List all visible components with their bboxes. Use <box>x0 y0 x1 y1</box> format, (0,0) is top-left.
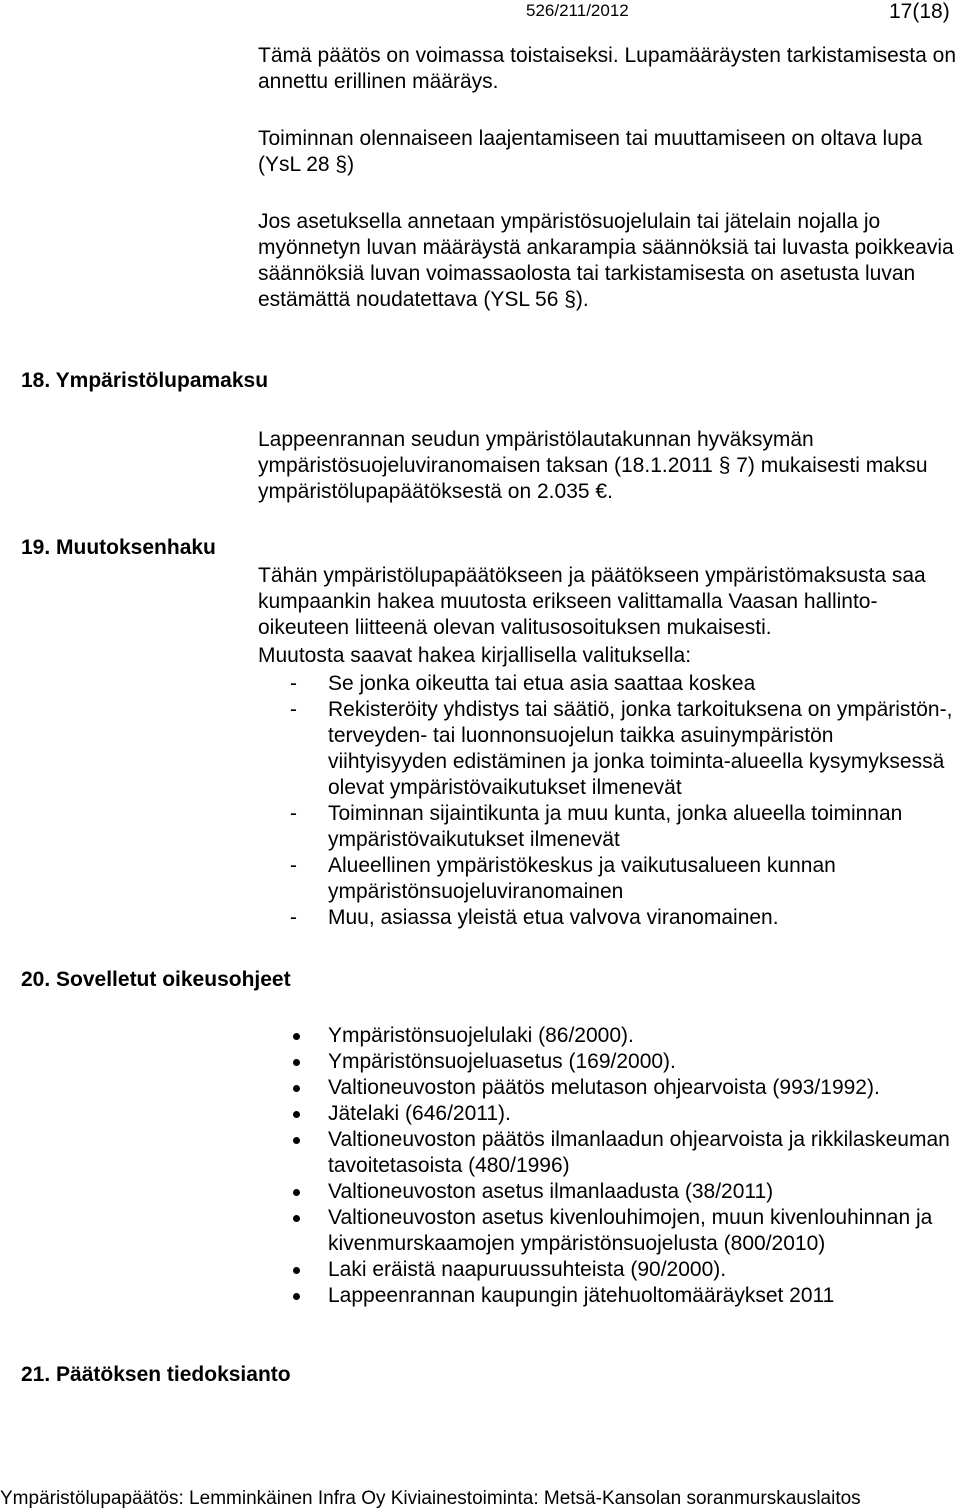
list-item: - Toiminnan sijaintikunta ja muu kunta, jonka alueella toiminnan ympäristövaikutukset ilmenevät <box>290 802 903 851</box>
list-item: - Muu, asiassa yleistä etua valvova viranomainen. <box>290 906 779 929</box>
bullet-icon <box>293 1267 300 1274</box>
section-19-heading: 19. Muutoksenhaku <box>21 536 216 559</box>
intro-paragraph-expansion: Toiminnan olennaiseen laajentamiseen tai muuttamiseen on oltava lupa (YsL 28 §) <box>258 127 923 176</box>
section-18-text: Lappeenrannan seudun ympäristölautakunnan hyväksymän ympäristösuojeluviranomaisen taksan (18.1.2011 § 7) mukaisesti maksu ympäristölupapäätöksestä on 2.035 €. <box>258 428 928 503</box>
page-footer: Ympäristölupapäätös: Lemminkäinen Infra Oy Kiviainestoiminta: Metsä-Kansolan soranmurskauslaitos <box>0 1488 861 1509</box>
bullet-icon <box>293 1085 300 1092</box>
list-item: Valtioneuvoston asetus ilmanlaadusta (38/2011) <box>258 1179 958 1205</box>
section-19-text: Tähän ympäristölupapäätökseen ja päätökseen ympäristömaksusta saa kumpaankin hakea muutosta erikseen valittamalla Vaasan hallinto-oikeuteen liitteenä olevan valitusosoituksen mukaisesti. <box>258 564 926 639</box>
appeal-parties-list <box>258 671 958 931</box>
bullet-icon <box>293 1033 300 1040</box>
document-number: 526/211/2012 <box>526 1 629 20</box>
section-19-text-2: Muutosta saavat hakea kirjallisella valituksella: <box>258 644 692 667</box>
list-item: Valtioneuvoston päätös ilmanlaadun ohjearvoista ja rikkilaskeuman tavoitetasoista (480/1996) <box>258 1127 958 1179</box>
page-number: 17(18) <box>889 0 950 23</box>
bullet-icon <box>293 1215 300 1222</box>
list-item: Valtioneuvoston päätös melutason ohjearvoista (993/1992). <box>258 1075 958 1101</box>
list-item: - Se jonka oikeutta tai etua asia saattaa koskea <box>290 672 756 695</box>
list-item: - Alueellinen ympäristökeskus ja vaikutusalueen kunnan ympäristönsuojeluviranomainen <box>290 854 836 903</box>
intro-paragraph-regulations: Jos asetuksella annetaan ympäristösuojelulain tai jätelain nojalla jo myönnetyn luvan määräystä ankarampia säännöksiä tai luvasta poikkeavia säännöksiä luvan voimassaolosta tai tarkistamisesta on asetusta luvan estämättä noudatettava (YSL 56 §). <box>258 210 954 311</box>
bullet-icon <box>293 1111 300 1118</box>
section-18-heading: 18. Ympäristölupamaksu <box>21 369 269 392</box>
list-item: Valtioneuvoston asetus kivenlouhimojen, muun kivenlouhinnan ja kivenmurskaamojen ympäristönsuojelusta (800/2010) <box>258 1205 958 1257</box>
applied-laws-list <box>258 1023 958 1309</box>
bullet-icon <box>293 1059 300 1066</box>
list-item: Ympäristönsuojelulaki (86/2000). <box>258 1023 958 1049</box>
section-20-heading: 20. Sovelletut oikeusohjeet <box>21 968 291 991</box>
list-item: - Rekisteröity yhdistys tai säätiö, jonka tarkoituksena on ympäristön-, terveyden- tai luonnonsuojelun taikka asuinympäristön viihtyisyyden edistäminen ja jonka toiminta-alueella kysymyksessä olevat ympäristövaikutukset ilmenevät <box>290 698 953 799</box>
bullet-icon <box>293 1293 300 1300</box>
list-item: Jätelaki (646/2011). <box>258 1101 958 1127</box>
bullet-icon <box>293 1137 300 1144</box>
bullet-icon <box>293 1189 300 1196</box>
section-21-heading: 21. Päätöksen tiedoksianto <box>21 1363 291 1386</box>
list-item: Ympäristönsuojeluasetus (169/2000). <box>258 1049 958 1075</box>
list-item: Lappeenrannan kaupungin jätehuoltomääräykset 2011 <box>258 1283 958 1309</box>
list-item: Laki eräistä naapuruussuhteista (90/2000). <box>258 1257 958 1283</box>
intro-paragraph-validity: Tämä päätös on voimassa toistaiseksi. Lupamääräysten tarkistamisesta on annettu erillinen määräys. <box>258 44 956 93</box>
